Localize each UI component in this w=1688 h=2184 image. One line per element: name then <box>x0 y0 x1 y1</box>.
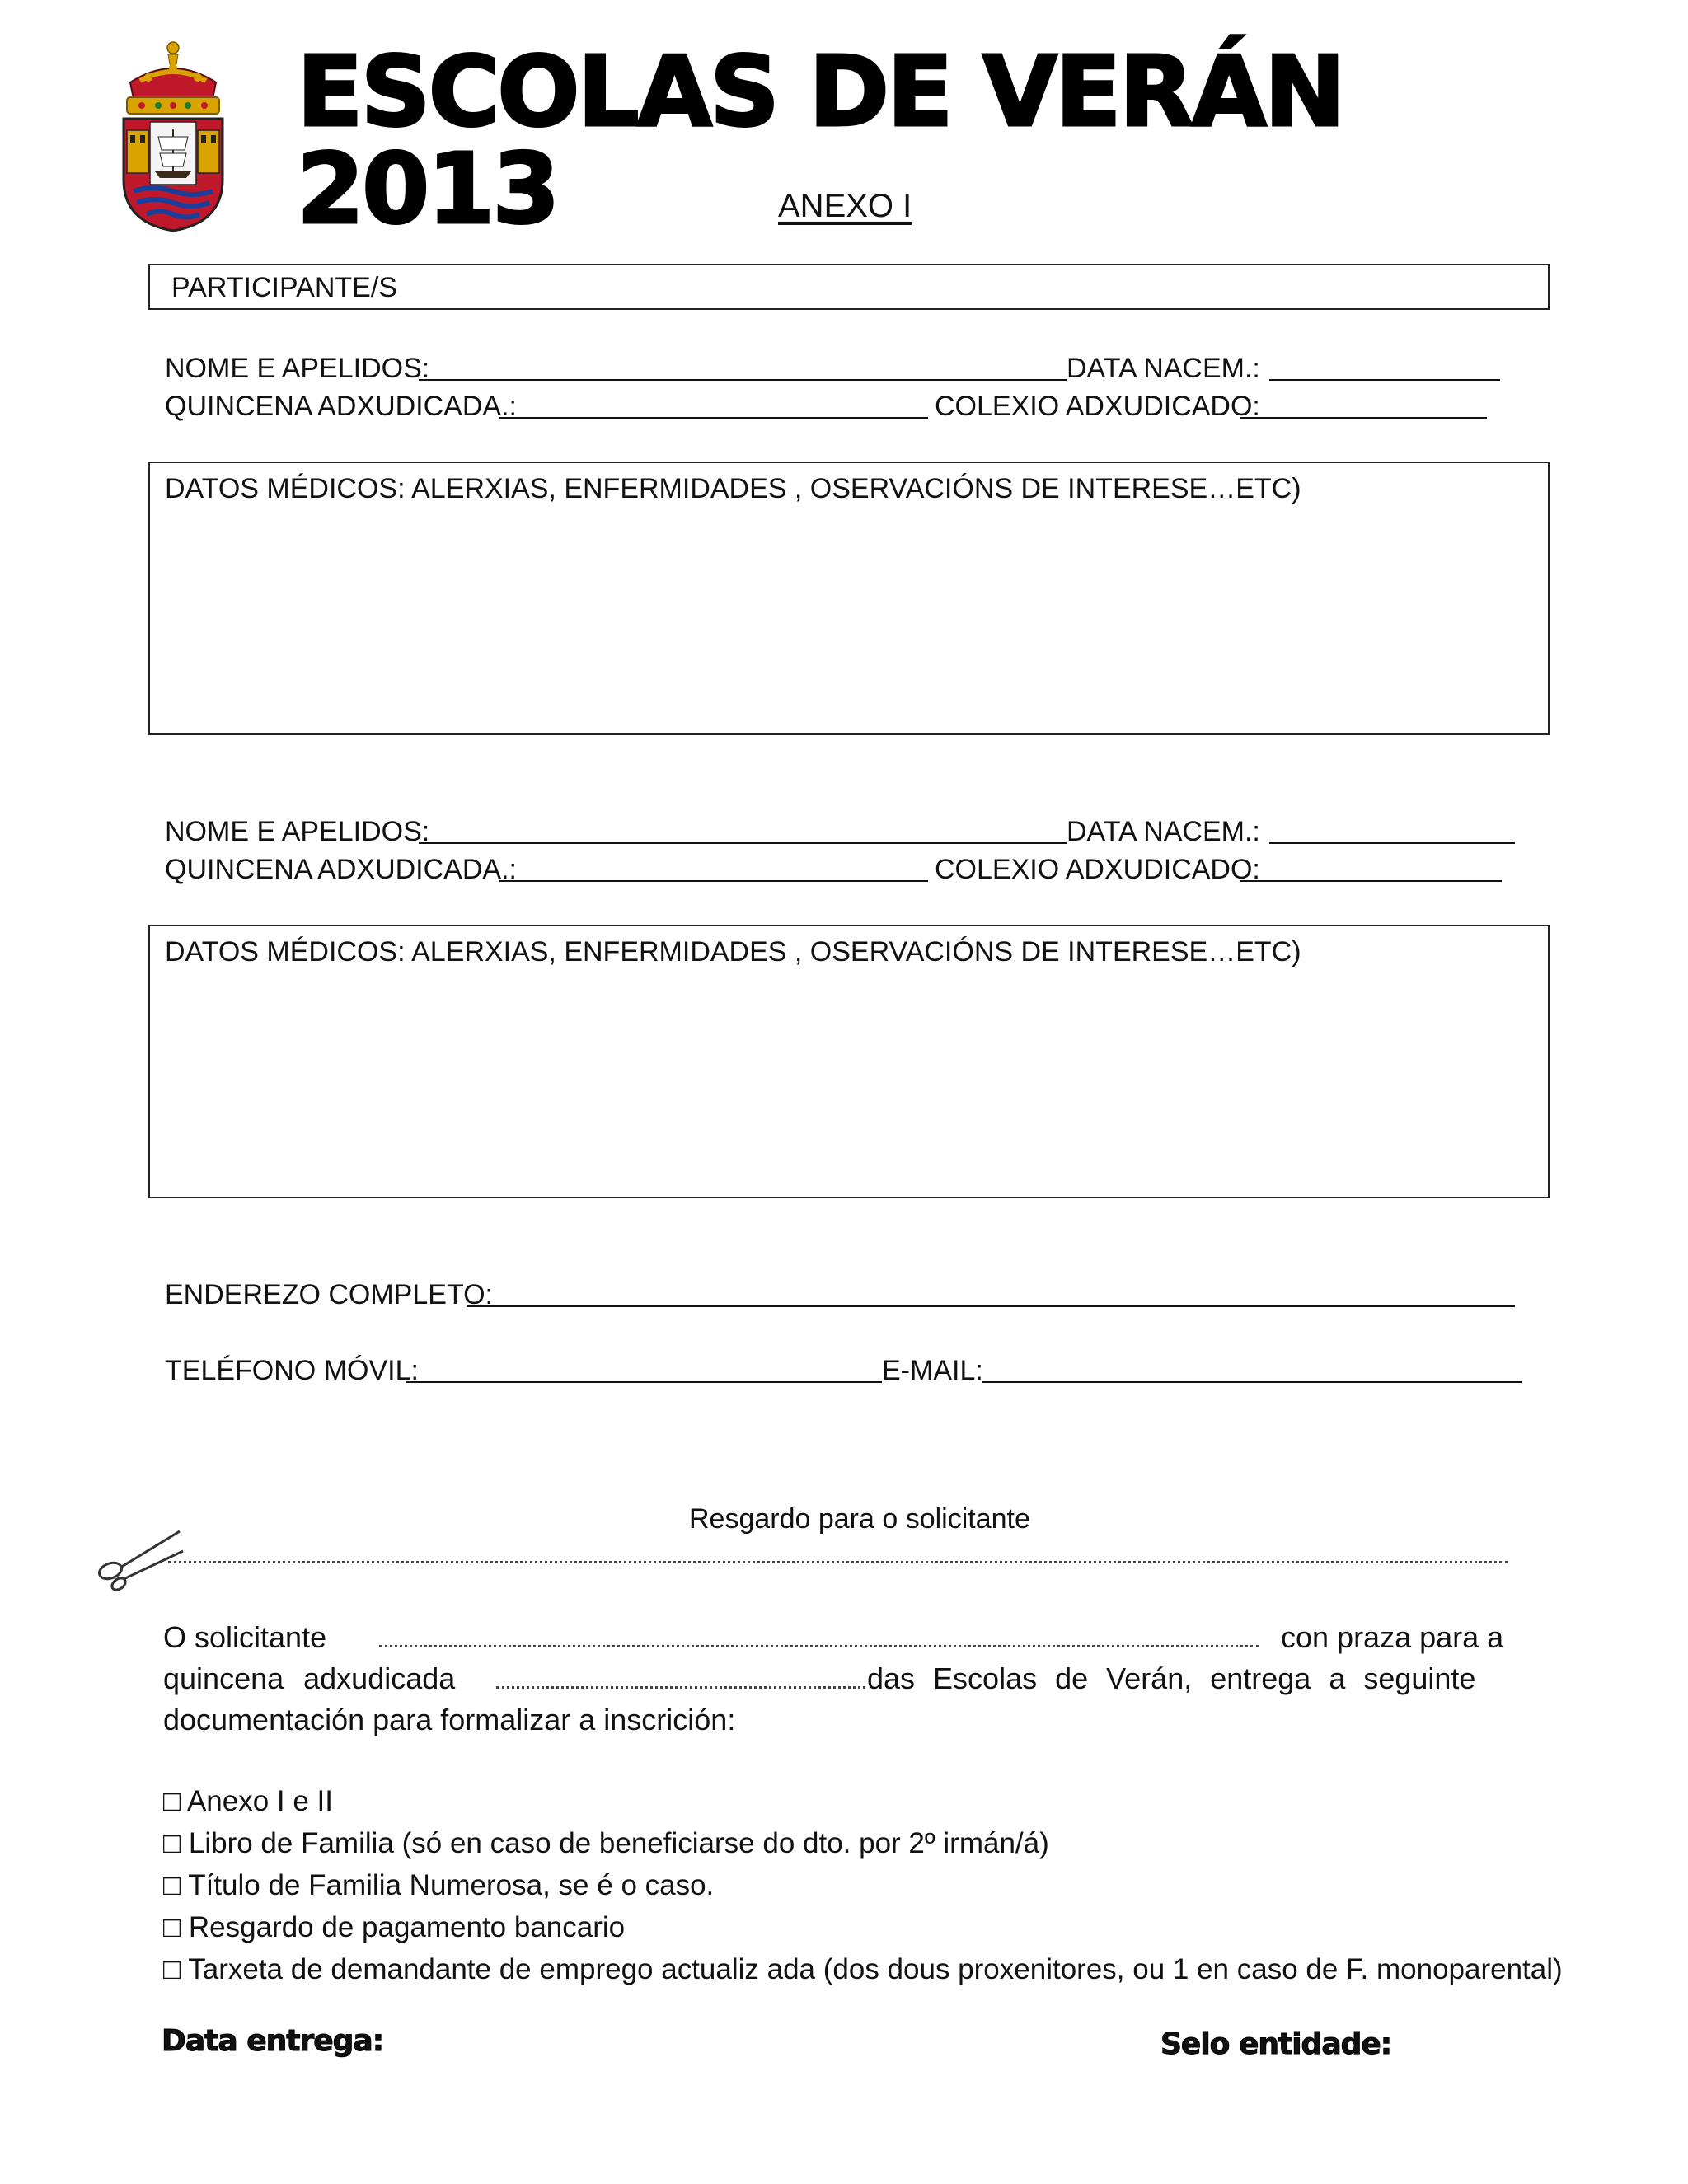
name-line-1[interactable] <box>419 379 1067 381</box>
delivery-date-label: Data entrega: <box>162 2024 384 2058</box>
medical-label-2: DATOS MÉDICOS: ALERXIAS, ENFERMIDADES , OSERVACIÓNS DE INTERESE…ETC) <box>165 936 1301 968</box>
receipt-p1-end: con praza para a <box>1281 1620 1504 1654</box>
school-line-1[interactable] <box>1240 417 1487 419</box>
medical-label-1: DATOS MÉDICOS: ALERXIAS, ENFERMIDADES , OSERVACIÓNS DE INTERESE…ETC) <box>165 473 1301 504</box>
name-label-1: NOME E APELIDOS: <box>165 353 430 384</box>
medical-box-2[interactable] <box>148 925 1550 1198</box>
phone-label: TELÉFONO MÓVIL: <box>165 1355 419 1386</box>
fortnight-label-2: QUINCENA ADXUDICADA.: <box>165 854 517 885</box>
participants-box <box>148 264 1550 310</box>
school-label-1: COLEXIO ADXUDICADO: <box>935 391 1260 422</box>
receipt-p2-start: quincena adxudicada <box>163 1661 456 1695</box>
list-item[interactable]: □ Tarxeta de demandante de emprego actualiz ada (dos dous proxenitores, ou 1 en caso de F. monoparental) <box>163 1953 1563 1985</box>
list-item[interactable]: □ Título de Familia Numerosa, se é o caso. <box>163 1869 715 1901</box>
page-title: ESCOLAS DE VERÁN 2013 <box>297 35 1343 246</box>
school-line-2[interactable] <box>1240 880 1502 882</box>
name-line-2[interactable] <box>419 842 1067 844</box>
address-line[interactable] <box>467 1305 1515 1307</box>
medical-box-1[interactable] <box>148 462 1550 735</box>
list-item[interactable]: □ Libro de Familia (só en caso de beneficiarse do dto. por 2º irmán/á) <box>163 1827 1049 1859</box>
birth-label-1: DATA NACEM.: <box>1067 353 1260 384</box>
crest-logo <box>115 40 231 232</box>
email-line[interactable] <box>982 1381 1522 1383</box>
checkbox-icon[interactable]: □ <box>163 1785 181 1817</box>
applicant-dots[interactable] <box>379 1645 1259 1647</box>
receipt-p1-start: O solicitante <box>163 1620 327 1654</box>
fortnight-line-1[interactable] <box>499 417 928 419</box>
participants-label: PARTICIPANTE/S <box>171 272 397 303</box>
birth-line-2[interactable] <box>1269 842 1515 844</box>
checkbox-icon[interactable]: □ <box>163 1911 181 1943</box>
school-label-2: COLEXIO ADXUDICADO: <box>935 854 1260 885</box>
fortnight-dots[interactable] <box>496 1686 865 1689</box>
cut-line <box>168 1561 1508 1563</box>
name-label-2: NOME E APELIDOS: <box>165 816 430 847</box>
phone-line[interactable] <box>406 1381 882 1383</box>
documents-list <box>163 1780 1563 1990</box>
receipt-p2-end: das Escolas de Verán, entrega a seguinte <box>867 1661 1476 1695</box>
receipt-p3: documentación para formalizar a inscrición: <box>163 1703 736 1736</box>
fortnight-line-2[interactable] <box>499 880 928 882</box>
checkbox-icon[interactable]: □ <box>163 1953 181 1985</box>
fortnight-label-1: QUINCENA ADXUDICADA.: <box>165 391 517 422</box>
list-item[interactable]: □ Resgardo de pagamento bancario <box>163 1911 626 1943</box>
entity-stamp-label: Selo entidade: <box>1160 2027 1392 2061</box>
birth-line-1[interactable] <box>1269 379 1500 381</box>
checkbox-icon[interactable]: □ <box>163 1869 181 1901</box>
checkbox-icon[interactable]: □ <box>163 1827 181 1859</box>
birth-label-2: DATA NACEM.: <box>1067 816 1260 847</box>
email-label: E-MAIL: <box>882 1355 983 1386</box>
annex-label: ANEXO I <box>778 188 912 224</box>
scissors-icon <box>94 1526 186 1592</box>
receipt-heading: Resgardo para o solicitante <box>689 1503 1030 1535</box>
address-label: ENDEREZO COMPLETO: <box>165 1279 493 1310</box>
list-item[interactable]: □ Anexo I e II <box>163 1785 333 1817</box>
